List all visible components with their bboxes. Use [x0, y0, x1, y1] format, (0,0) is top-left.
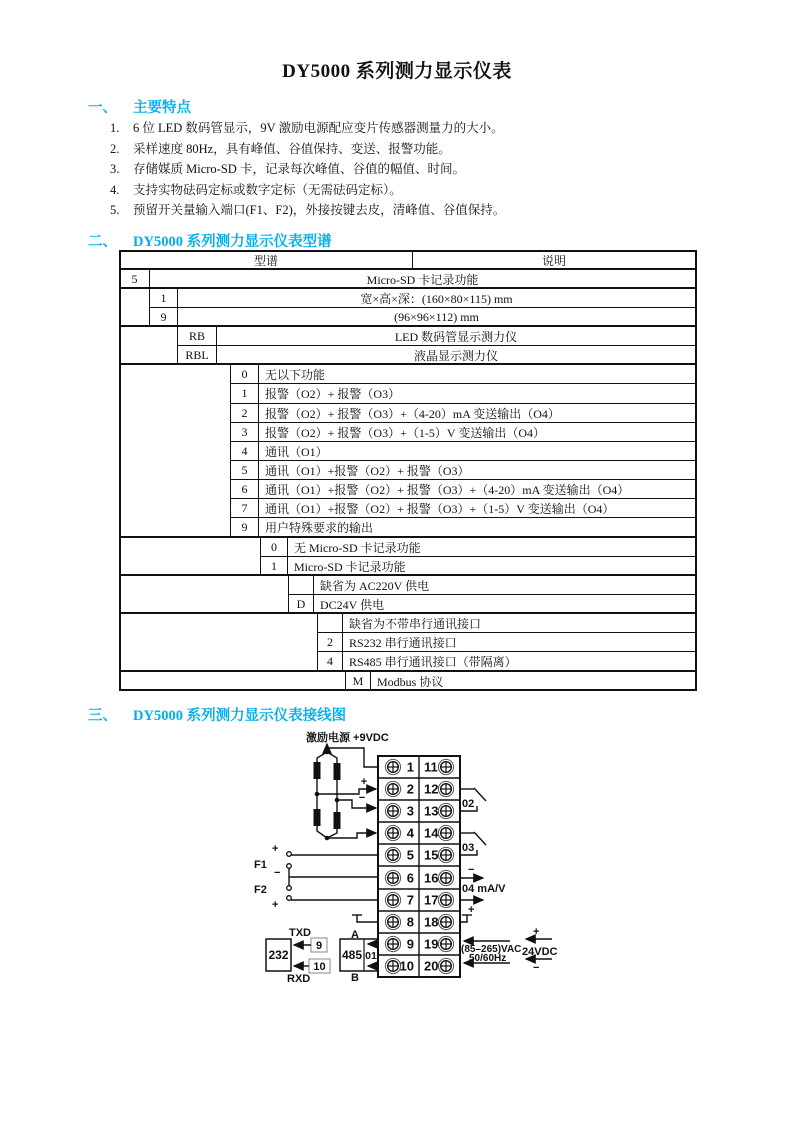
switch-inputs-f1-f2: [254, 843, 378, 911]
feature-item: [110, 180, 402, 198]
rs232-interface: [266, 927, 330, 985]
feature-item: [110, 159, 465, 177]
desc-cell: 宽×高×深：(160×80×115) mm: [177, 288, 696, 308]
line-a-label: A: [351, 929, 359, 941]
vac-label: (85–265)VAC: [461, 944, 522, 955]
wiring-diagram: [230, 720, 700, 1000]
out-plus-label: +: [468, 904, 475, 916]
relay-02-label: 02: [462, 798, 475, 810]
code-cell: 5: [119, 269, 150, 289]
feature-item: [110, 118, 504, 136]
dc-plus-label: +: [533, 926, 540, 938]
feature-text: 预留开关量输入端口(F1、F2)，外接按键去皮，清峰值、谷值保持。: [133, 203, 506, 217]
spacer-cell: [119, 613, 318, 672]
spacer-cell: [119, 671, 346, 691]
contact-point: [287, 852, 292, 857]
terminal-number: 8: [406, 914, 414, 930]
terminal-number: 17: [424, 892, 439, 908]
desc-cell: 通讯（O1）+报警（O2）+ 报警（O3）+（4-20）mA 变送输出（O4）: [258, 479, 696, 499]
terminal-number: 10: [399, 958, 414, 974]
code-cell: 6: [230, 479, 259, 499]
bridge-resistor: [334, 763, 341, 780]
terminal-number: 18: [424, 914, 439, 930]
rs485-label: 485: [341, 948, 363, 962]
terminal-number: 4: [406, 825, 414, 841]
shield-stub-right: [460, 915, 472, 922]
desc-cell: Micro-SD 卡记录功能: [287, 556, 696, 576]
rxd-label: RXD: [287, 973, 311, 985]
code-cell: 0: [260, 537, 288, 557]
contact-point: [287, 864, 292, 869]
spacer-cell: [119, 575, 289, 614]
feature-number: 4.: [110, 183, 120, 197]
desc-cell: 通讯（O1）: [258, 441, 696, 461]
section-1-title: 主要特点: [133, 100, 191, 116]
terminal-number: 1: [406, 759, 414, 775]
table-header-model: 型谱: [119, 250, 413, 270]
section-2-number: 二、: [88, 234, 117, 250]
relay-03-label: 03: [462, 842, 475, 854]
page-title: DY5000 系列测力显示仪表: [282, 61, 512, 82]
desc-cell: 缺省为 AC220V 供电: [313, 575, 696, 595]
desc-cell: RS232 串行通讯接口: [342, 632, 696, 652]
feature-item: [110, 200, 505, 218]
code-cell: M: [345, 671, 371, 691]
feature-text: 6 位 LED 数码管显示，9V 激励电源配应变片传感器测量力的大小。: [133, 121, 504, 135]
f2-plus-label: +: [272, 899, 279, 911]
code-cell: RB: [177, 326, 217, 346]
f2-label: F2: [254, 884, 267, 896]
code-cell: 2: [230, 403, 259, 423]
terminal-number: 16: [424, 870, 439, 886]
feature-text: 支持实物砝码定标或数字定标（无需砝码定标）。: [133, 183, 402, 197]
section-2-heading: [88, 230, 332, 251]
table-header-desc: 说明: [412, 250, 696, 270]
hz-label: 50/60Hz: [469, 953, 507, 964]
section-3-title: DY5000 系列测力显示仪表接线图: [133, 708, 347, 724]
desc-cell: 报警（O2）+ 报警（O3）: [258, 383, 696, 404]
pin9-label: 9: [315, 940, 323, 952]
feature-number: 3.: [110, 162, 120, 176]
code-cell: 4: [317, 651, 343, 672]
desc-cell: 报警（O2）+ 报警（O3）+（1-5）V 变送输出（O4）: [258, 422, 696, 442]
desc-cell: 无 Micro-SD 卡记录功能: [287, 537, 696, 557]
terminal-number: 15: [424, 847, 439, 863]
code-cell: 9: [230, 517, 259, 538]
code-cell: 5: [230, 460, 259, 480]
desc-cell: 用户特殊要求的输出: [258, 517, 696, 538]
spacer-cell: [119, 288, 150, 327]
terminal-number: 7: [406, 892, 414, 908]
terminal-number: 3: [406, 803, 414, 819]
code-cell: 9: [149, 307, 178, 327]
section-2-title: DY5000 系列测力显示仪表型谱: [133, 234, 332, 250]
dc-minus-label: −: [533, 962, 540, 974]
desc-cell: 报警（O2）+ 报警（O3）+（4-20）mA 变送输出（O4）: [258, 403, 696, 423]
signal-plus-label: +: [360, 776, 368, 788]
desc-cell: Micro-SD 卡记录功能: [149, 269, 696, 289]
code-cell: 2: [317, 632, 343, 652]
spacer-cell: [119, 364, 231, 537]
terminal-number: 11: [424, 759, 438, 775]
contact-point: [287, 896, 292, 901]
spacer-cell: [119, 326, 178, 365]
signal-minus-label: −: [358, 792, 366, 804]
section-3-number: 三、: [88, 708, 117, 724]
desc-cell: 通讯（O1）+报警（O2）+ 报警（O3）: [258, 460, 696, 480]
rs485-interface: [340, 929, 378, 984]
power-supply: [461, 926, 558, 974]
code-cell: 0: [230, 364, 259, 384]
txd-label: TXD: [289, 927, 311, 939]
code-cell: 7: [230, 498, 259, 518]
section-1-number: 一、: [88, 100, 117, 116]
code-cell: 1: [230, 383, 259, 404]
terminal-number: 14: [424, 825, 439, 841]
relay-output-03: [460, 832, 486, 855]
pin10-label: 10: [313, 961, 326, 973]
code-cell: [317, 613, 343, 633]
bridge-resistor: [334, 812, 341, 829]
feature-number: 5.: [110, 203, 120, 217]
code-cell: [288, 575, 314, 595]
desc-cell: DC24V 供电: [313, 594, 696, 614]
feature-item: [110, 139, 451, 157]
code-cell: 3: [230, 422, 259, 442]
contact-point: [287, 886, 292, 891]
desc-cell: 缺省为不带串行通讯接口: [342, 613, 696, 633]
feature-text: 采样速度 80Hz，具有峰值、谷值保持、变送、报警功能。: [133, 142, 451, 156]
desc-cell: (96×96×112) mm: [177, 307, 696, 327]
desc-cell: 通讯（O1）+报警（O2）+ 报警（O3）+（1-5）V 变送输出（O4）: [258, 498, 696, 518]
dc-label: 24VDC: [522, 946, 558, 958]
feature-number: 1.: [110, 121, 120, 135]
f1-plus-label: +: [272, 843, 279, 855]
line-b-label: B: [351, 972, 359, 984]
excitation-power-label: 激励电源 +9VDC: [306, 732, 389, 744]
code-cell: 1: [260, 556, 288, 576]
sensor-wires: [317, 744, 378, 838]
terminal-number: 13: [424, 803, 439, 819]
code-cell: D: [288, 594, 314, 614]
terminal-number: 20: [424, 958, 439, 974]
section-1-heading: [88, 96, 191, 117]
terminal-number: 5: [406, 847, 414, 863]
shield-stub-left: [352, 915, 378, 922]
code-cell: RBL: [177, 345, 217, 365]
bridge-resistor: [314, 809, 321, 826]
f-minus-label: −: [274, 867, 281, 879]
feature-number: 2.: [110, 142, 120, 156]
terminal-number: 19: [424, 936, 439, 952]
strain-gauge-bridge: [314, 750, 341, 841]
f1-label: F1: [254, 859, 267, 871]
code-cell: 1: [149, 288, 178, 308]
feature-text: 存储媒质 Micro-SD 卡，记录每次峰值、谷值的幅值、时间。: [133, 162, 465, 176]
spacer-cell: [119, 537, 261, 576]
bridge-resistor: [314, 762, 321, 779]
desc-cell: LED 数码管显示测力仪: [216, 326, 696, 346]
analog-output-04: [460, 864, 506, 916]
desc-cell: Modbus 协议: [370, 671, 696, 691]
code-cell: 4: [230, 441, 259, 461]
terminal-number: 6: [406, 870, 414, 886]
out-04-label: 04 mA/V: [462, 883, 506, 895]
terminal-number: 9: [406, 936, 414, 952]
addr01-label: 01: [365, 950, 377, 962]
desc-cell: 无以下功能: [258, 364, 696, 384]
out-minus-label: −: [468, 864, 475, 876]
relay-output-02: [460, 788, 486, 811]
desc-cell: RS485 串行通讯接口（带隔离）: [342, 651, 696, 672]
terminal-number: 12: [424, 781, 439, 797]
desc-cell: 液晶显示测力仪: [216, 345, 696, 365]
terminal-number: 2: [406, 781, 414, 797]
rs232-label: 232: [268, 948, 289, 962]
